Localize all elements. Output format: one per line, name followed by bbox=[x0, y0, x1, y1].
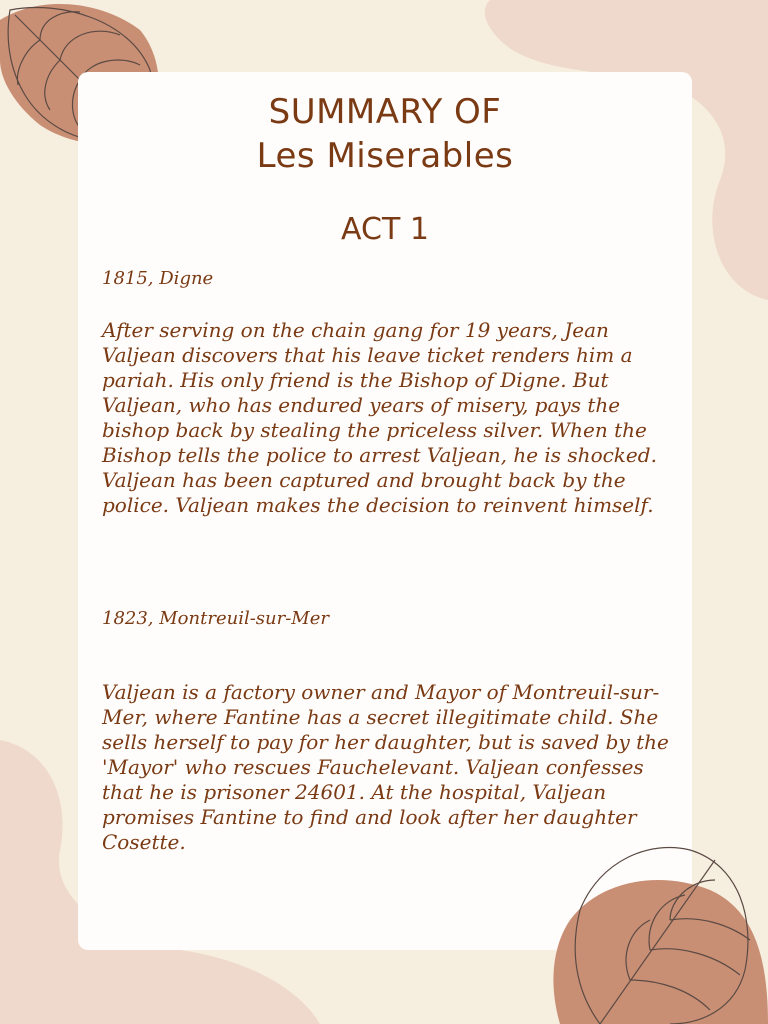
title-line-1: SUMMARY OF bbox=[268, 92, 502, 132]
content-card bbox=[78, 72, 692, 950]
section-heading-1: 1815, Digne bbox=[102, 268, 214, 289]
monstera-leaf-icon-bottom bbox=[540, 840, 768, 1024]
title-line-2: Les Miserables bbox=[256, 136, 514, 176]
section-body-2: Valjean is a factory owner and Mayor of Montreuil-sur-Mer, where Fantine has a secret illegitimate child. She sells herself to pay for her daughter, but is saved by the 'Mayor' who rescues Fauchelevant. Valjean confesses that he is prisoner 24601. At the hospital, Valjean promises Fantine to find and look after her daughter Cosette. bbox=[102, 680, 669, 854]
act-heading: ACT 1 bbox=[341, 212, 429, 247]
section-heading-2: 1823, Montreuil-sur-Mer bbox=[102, 608, 329, 629]
section-body-1: After serving on the chain gang for 19 years, Jean Valjean discovers that his leave ticket renders him a pariah. His only friend is the Bishop of Digne. But Valjean, who has endured years of misery, pays the bishop back by stealing the priceless silver. When the Bishop tells the police to arrest Valjean, he is shocked. Valjean has been captured and brought back by the police. Valjean makes the decision to reinvent himself. bbox=[102, 318, 657, 517]
